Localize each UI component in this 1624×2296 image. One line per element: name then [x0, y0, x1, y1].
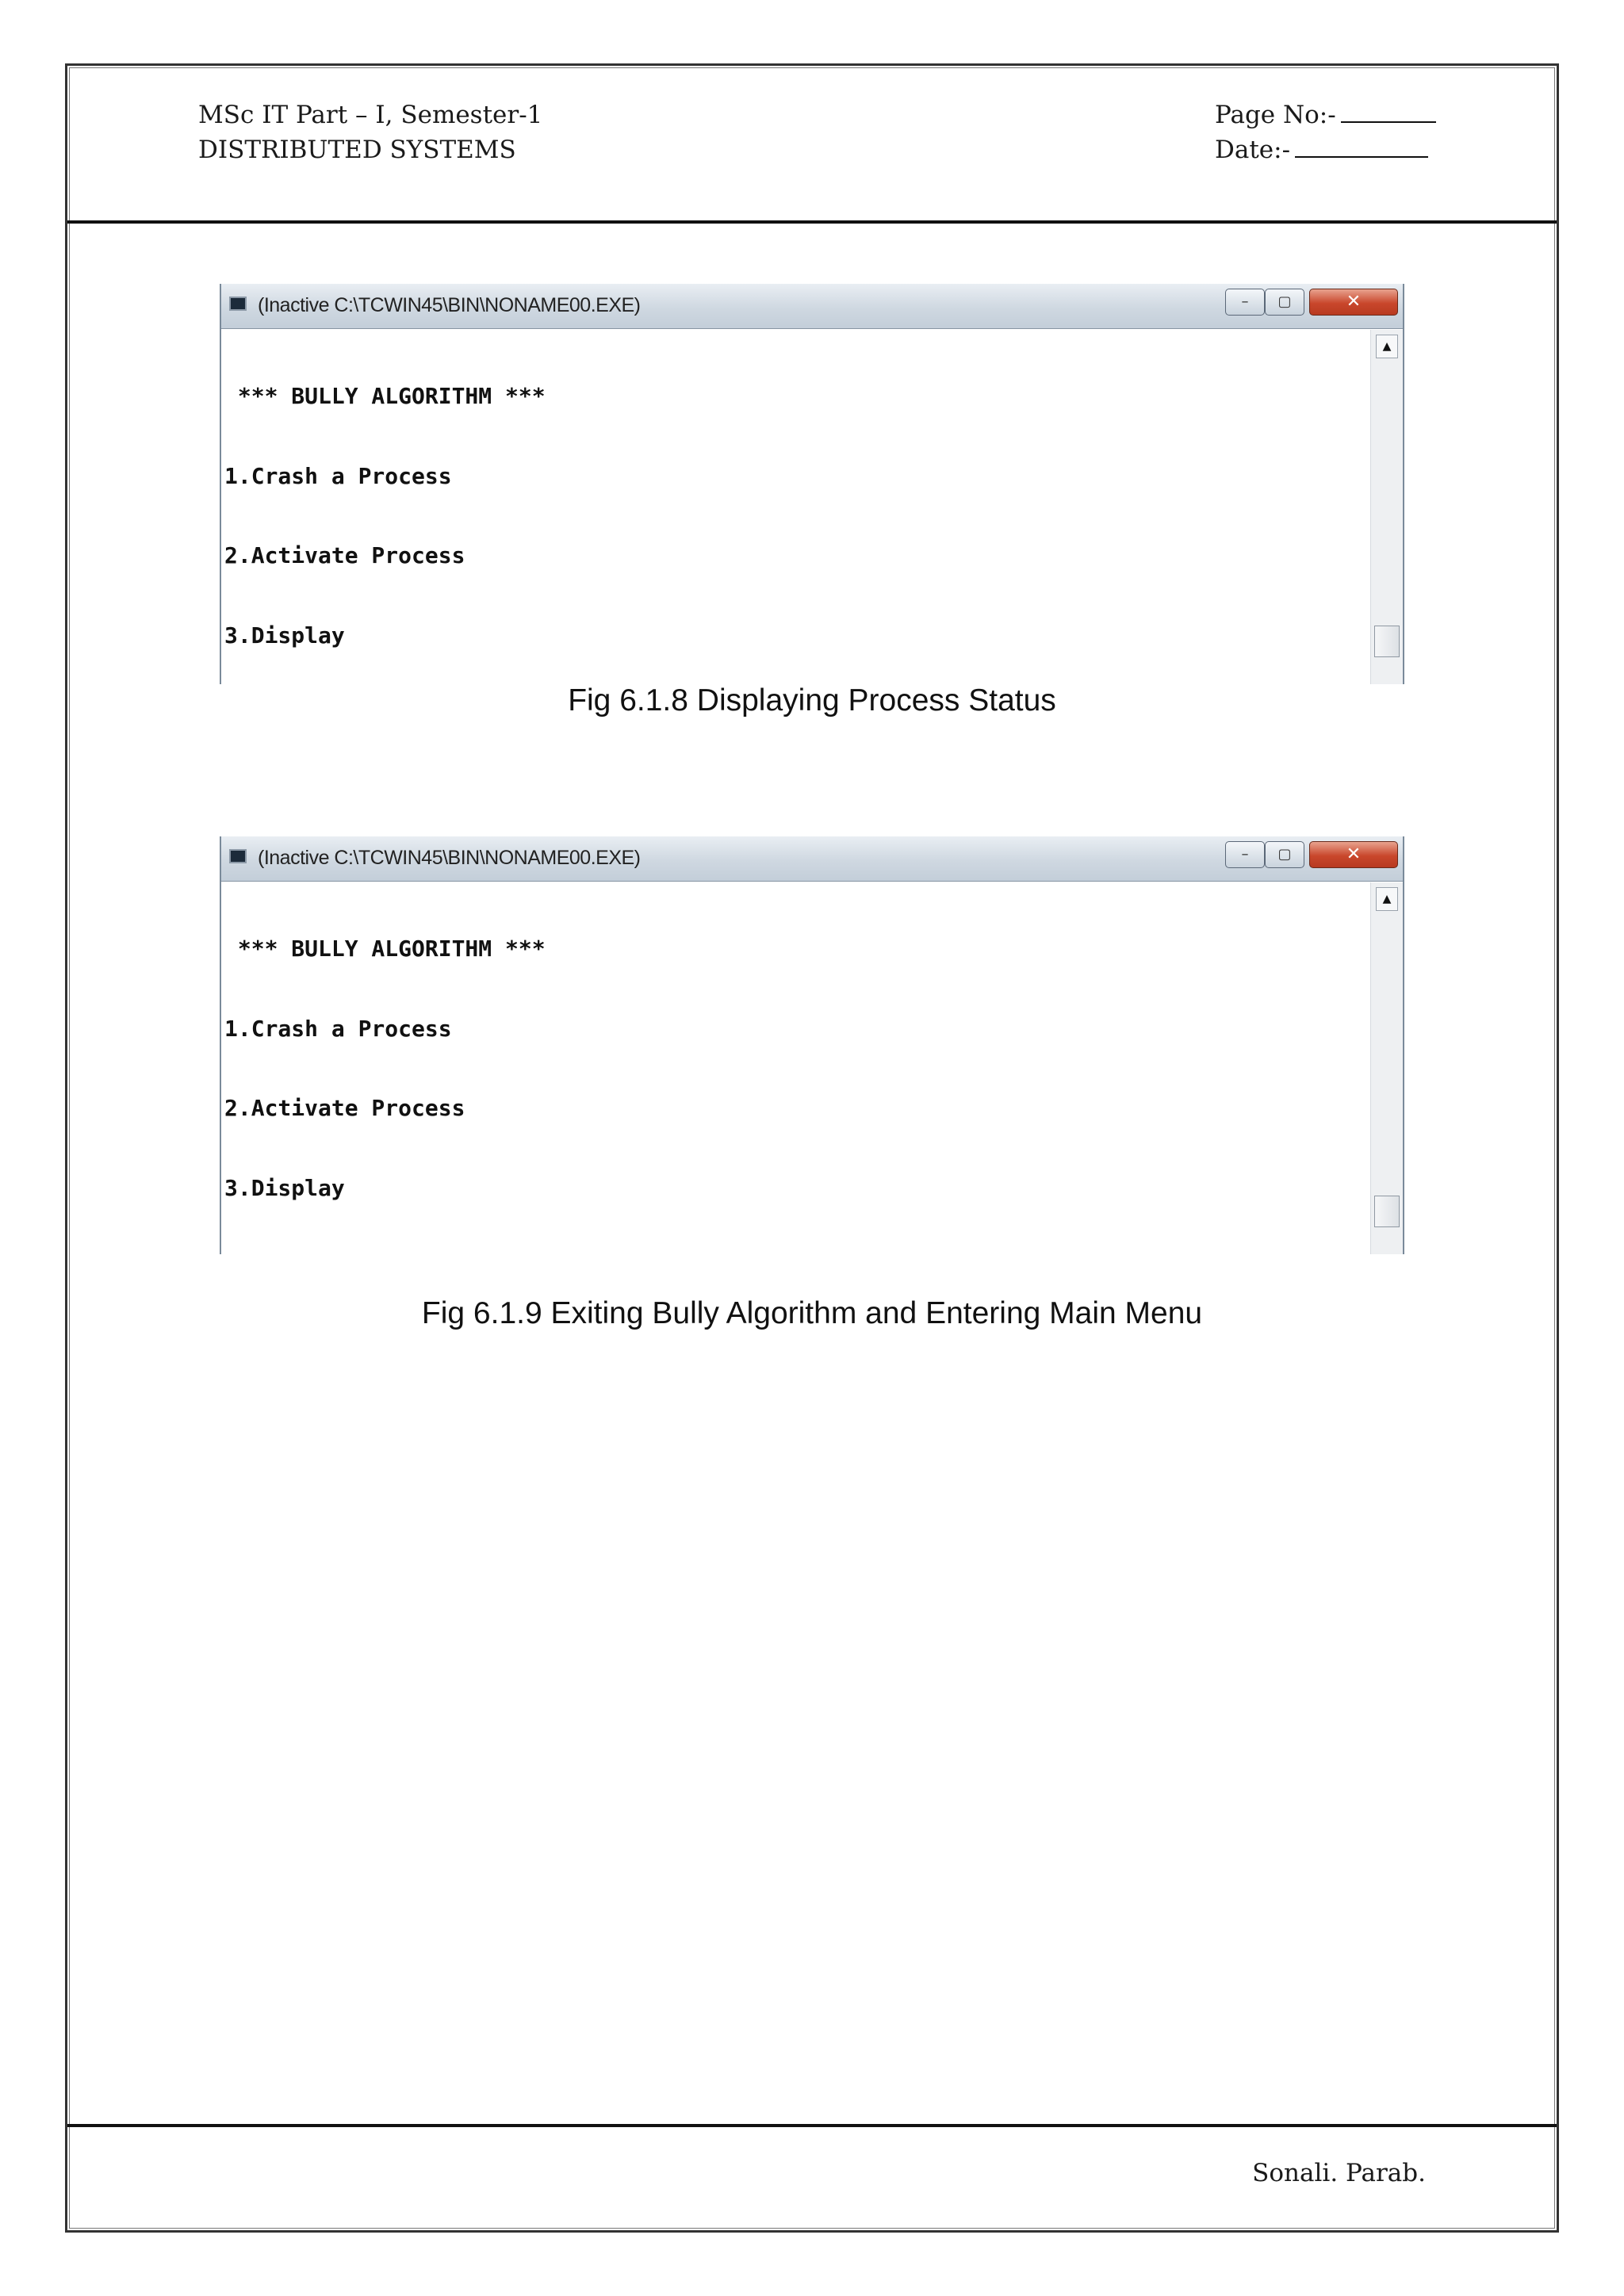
- date-row: [1215, 132, 1436, 167]
- date-blank: [1295, 134, 1428, 158]
- date-label: Date:-: [1215, 136, 1291, 164]
- scroll-up-arrow-icon[interactable]: ▲: [1376, 887, 1398, 911]
- console-line: 1.Crash a Process: [224, 1015, 452, 1042]
- console-line: *** BULLY ALGORITHM ***: [224, 936, 546, 962]
- console-output: [224, 882, 1371, 1254]
- close-button[interactable]: ✕: [1309, 289, 1398, 316]
- close-button[interactable]: ✕: [1309, 841, 1398, 868]
- minimize-button[interactable]: –: [1225, 289, 1265, 316]
- console-line: 2.Activate Process: [224, 1095, 465, 1121]
- page-meta: [1215, 98, 1436, 167]
- console-output: [224, 330, 1371, 684]
- console-window-2: [220, 836, 1404, 1254]
- author-name: Sonali. Parab.: [1252, 2159, 1426, 2187]
- figure-caption-1: Fig 6.1.8 Displaying Process Status: [568, 683, 1056, 718]
- page-no-label: Page No:-: [1215, 101, 1336, 129]
- scroll-up-arrow-icon[interactable]: ▲: [1376, 335, 1398, 358]
- console-line: 3.Display: [224, 1174, 345, 1201]
- window-title: (Inactive C:\TCWIN45\BIN\NONAME00.EXE): [258, 847, 641, 869]
- console-line: 2.Activate Process: [224, 542, 465, 568]
- vertical-scrollbar[interactable]: [1370, 330, 1403, 684]
- vertical-scrollbar[interactable]: [1370, 882, 1403, 1254]
- maximize-button[interactable]: ▢: [1265, 289, 1304, 316]
- console-app-icon: [229, 297, 247, 311]
- course-info: [198, 98, 542, 167]
- console-line: 3.Display: [224, 622, 345, 649]
- page-no-blank: [1341, 99, 1436, 123]
- maximize-button[interactable]: ▢: [1265, 841, 1304, 868]
- window-title: (Inactive C:\TCWIN45\BIN\NONAME00.EXE): [258, 294, 641, 316]
- figure-caption-2: Fig 6.1.9 Exiting Bully Algorithm and Entering Main Menu: [421, 1296, 1203, 1330]
- page-header: [67, 66, 1557, 224]
- scroll-thumb[interactable]: [1374, 626, 1400, 657]
- subject-title: DISTRIBUTED SYSTEMS: [198, 136, 516, 164]
- window-titlebar[interactable]: [221, 836, 1403, 882]
- page-no-row: [1215, 98, 1436, 132]
- window-titlebar[interactable]: [221, 284, 1403, 329]
- course-title: MSc IT Part – I, Semester-1: [198, 101, 543, 129]
- scroll-thumb[interactable]: [1374, 1196, 1400, 1227]
- console-line: *** BULLY ALGORITHM ***: [224, 383, 546, 409]
- minimize-button[interactable]: –: [1225, 841, 1265, 868]
- page-footer: [67, 2124, 1557, 2230]
- console-window-1: [220, 284, 1404, 684]
- console-line: 1.Crash a Process: [224, 462, 452, 489]
- console-app-icon: [229, 849, 247, 863]
